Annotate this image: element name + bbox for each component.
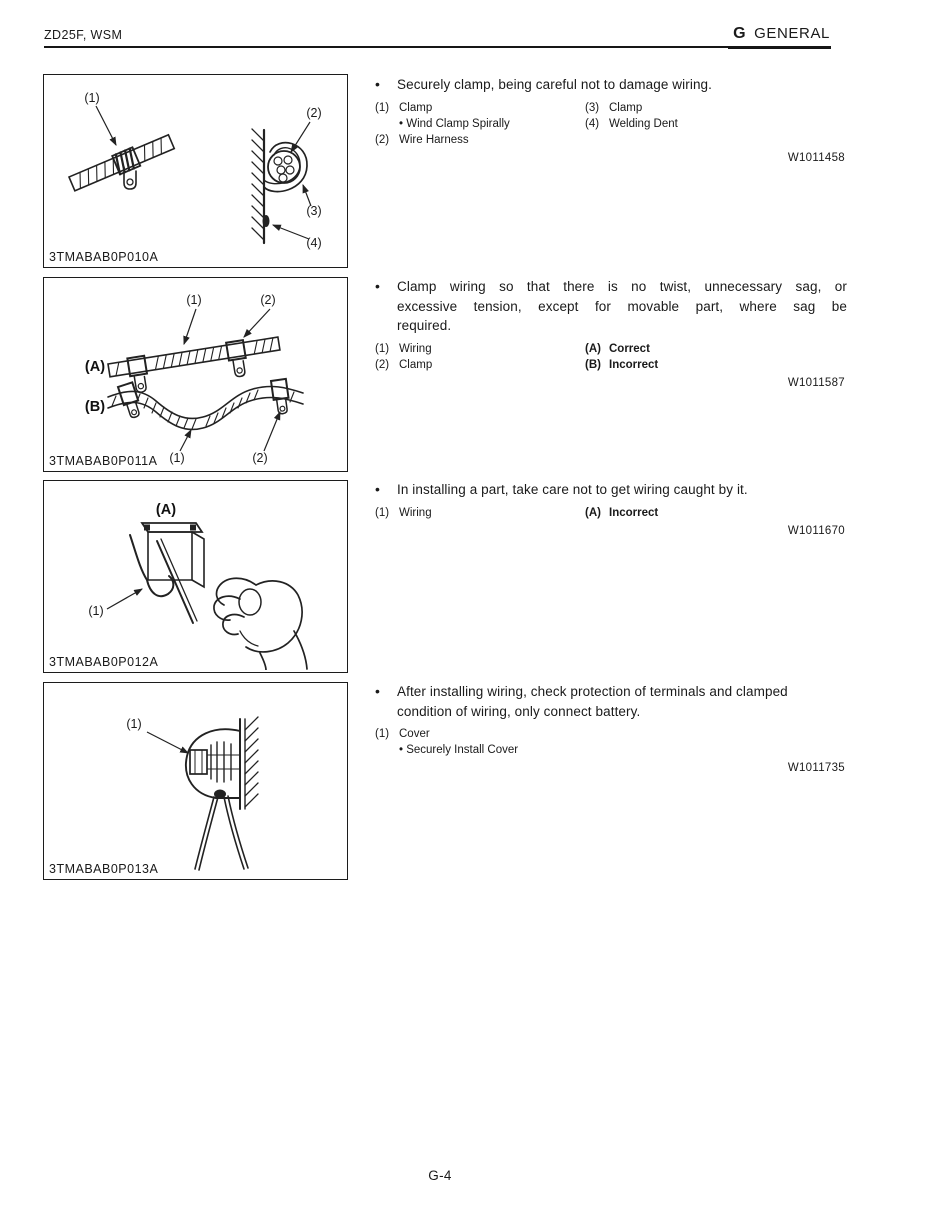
- arrow-leader: [291, 122, 310, 152]
- incorrect-wiring-row: [108, 379, 303, 430]
- bolt-head: [190, 750, 207, 774]
- wiring-clamp-illustration: [44, 75, 345, 265]
- welding-dent: [263, 215, 270, 227]
- arrow-leader: [244, 309, 270, 337]
- figure-box-clamp-wiring: [43, 74, 348, 268]
- bullet-text: Securely clamp, being careful not to damage wiring.: [397, 77, 713, 92]
- callout-label: (A): [84, 359, 106, 375]
- wall-clamp-harness: [252, 129, 307, 243]
- callout-label: (A): [155, 502, 177, 518]
- section-check-terminals: [375, 682, 847, 774]
- bullet-text: In installing a part, take care not to get wiring caught by it.: [397, 482, 748, 497]
- legend-item: (1) Clamp: [375, 101, 433, 114]
- section-secure-clamp: [375, 75, 847, 164]
- terminal-cover: [186, 729, 240, 798]
- legend: [375, 341, 847, 373]
- legend-item: (1) Cover: [375, 728, 430, 740]
- page-number: G-4: [428, 1168, 452, 1183]
- legend-item: (3) Clamp: [585, 101, 643, 114]
- bullet-icon: •: [375, 76, 380, 92]
- clamp: [271, 379, 288, 400]
- figure-caption: 3TMABAB0P013A: [49, 862, 159, 876]
- legend-item: (2) Clamp: [375, 358, 433, 371]
- spiral-clamp-harness: [68, 132, 175, 193]
- section-wiring-caught: [375, 480, 847, 537]
- callout-label: (2): [306, 106, 322, 120]
- figure-box-sag-correct-incorrect: [43, 277, 348, 472]
- callout-label: (1): [88, 604, 104, 618]
- legend-item: (4) Welding Dent: [585, 117, 678, 130]
- figure-box-wiring-caught: [43, 480, 348, 673]
- bullet-icon: •: [375, 481, 380, 497]
- callout-label: (4): [306, 236, 322, 250]
- terminal-cover-illustration: [44, 683, 345, 877]
- bullet-text: Clamp wiring so that there is no twist, unnecessary sag, or excessive tension, except for movable part, where sag be required.: [397, 279, 847, 333]
- arrow-leader: [180, 430, 191, 451]
- legend-note: • Wind Clamp Spirally: [399, 117, 510, 130]
- arrow-leader: [264, 412, 280, 451]
- wiring-sag-illustration: [44, 278, 345, 469]
- legend-item: (2) Wire Harness: [375, 133, 469, 146]
- hand: [214, 578, 307, 670]
- section-no-twist-sag: [375, 277, 847, 389]
- bullet-icon: •: [375, 278, 380, 294]
- caught-wiring: [130, 535, 197, 623]
- legend-item: (1) Wiring: [375, 506, 432, 519]
- mounting-wall: [240, 717, 258, 809]
- header-rule: [44, 46, 831, 48]
- legend: [375, 505, 847, 521]
- arrow-leader: [303, 185, 311, 206]
- reference-code: W1011587: [787, 376, 845, 389]
- manual-code: ZD25F, WSM: [44, 28, 123, 42]
- legend: [375, 726, 847, 758]
- arrow-leader: [273, 225, 309, 239]
- callout-label: (1): [126, 717, 142, 731]
- legend-item: (A) Incorrect: [585, 506, 659, 519]
- section-letter: G: [733, 25, 747, 42]
- callout-label: (1): [186, 293, 202, 307]
- figure-caption: 3TMABAB0P011A: [49, 454, 158, 468]
- arrow-leader: [107, 589, 142, 609]
- legend: [375, 100, 847, 148]
- callout-label: (1): [169, 451, 185, 465]
- legend-item: (A) Correct: [585, 342, 650, 355]
- figure-caption: 3TMABAB0P010A: [49, 250, 159, 264]
- figure-caption: 3TMABAB0P012A: [49, 655, 159, 669]
- callout-label: (2): [260, 293, 276, 307]
- callout-label: (B): [84, 399, 106, 415]
- reference-code: W1011458: [787, 151, 845, 164]
- legend-note: • Securely Install Cover: [399, 744, 519, 756]
- arrow-leader: [96, 106, 116, 145]
- arrow-leader: [147, 732, 188, 753]
- reference-code: W1011670: [787, 524, 845, 537]
- callout-label: (2): [252, 451, 268, 465]
- bullet-text: After installing wiring, check protection of terminals and clamped condition of wiring, only connect battery.: [397, 684, 788, 719]
- reference-code: W1011735: [787, 762, 845, 774]
- bullet-icon: •: [375, 683, 380, 699]
- wiring-caught-illustration: [44, 481, 345, 670]
- legend-item: (1) Wiring: [375, 342, 432, 355]
- legend-item: (B) Incorrect: [585, 358, 659, 371]
- section-title: GENERAL: [754, 25, 830, 42]
- arrow-leader: [184, 309, 196, 344]
- callout-label: (1): [84, 91, 100, 105]
- callout-label: (3): [306, 204, 322, 218]
- figure-box-terminal-cover: [43, 682, 348, 880]
